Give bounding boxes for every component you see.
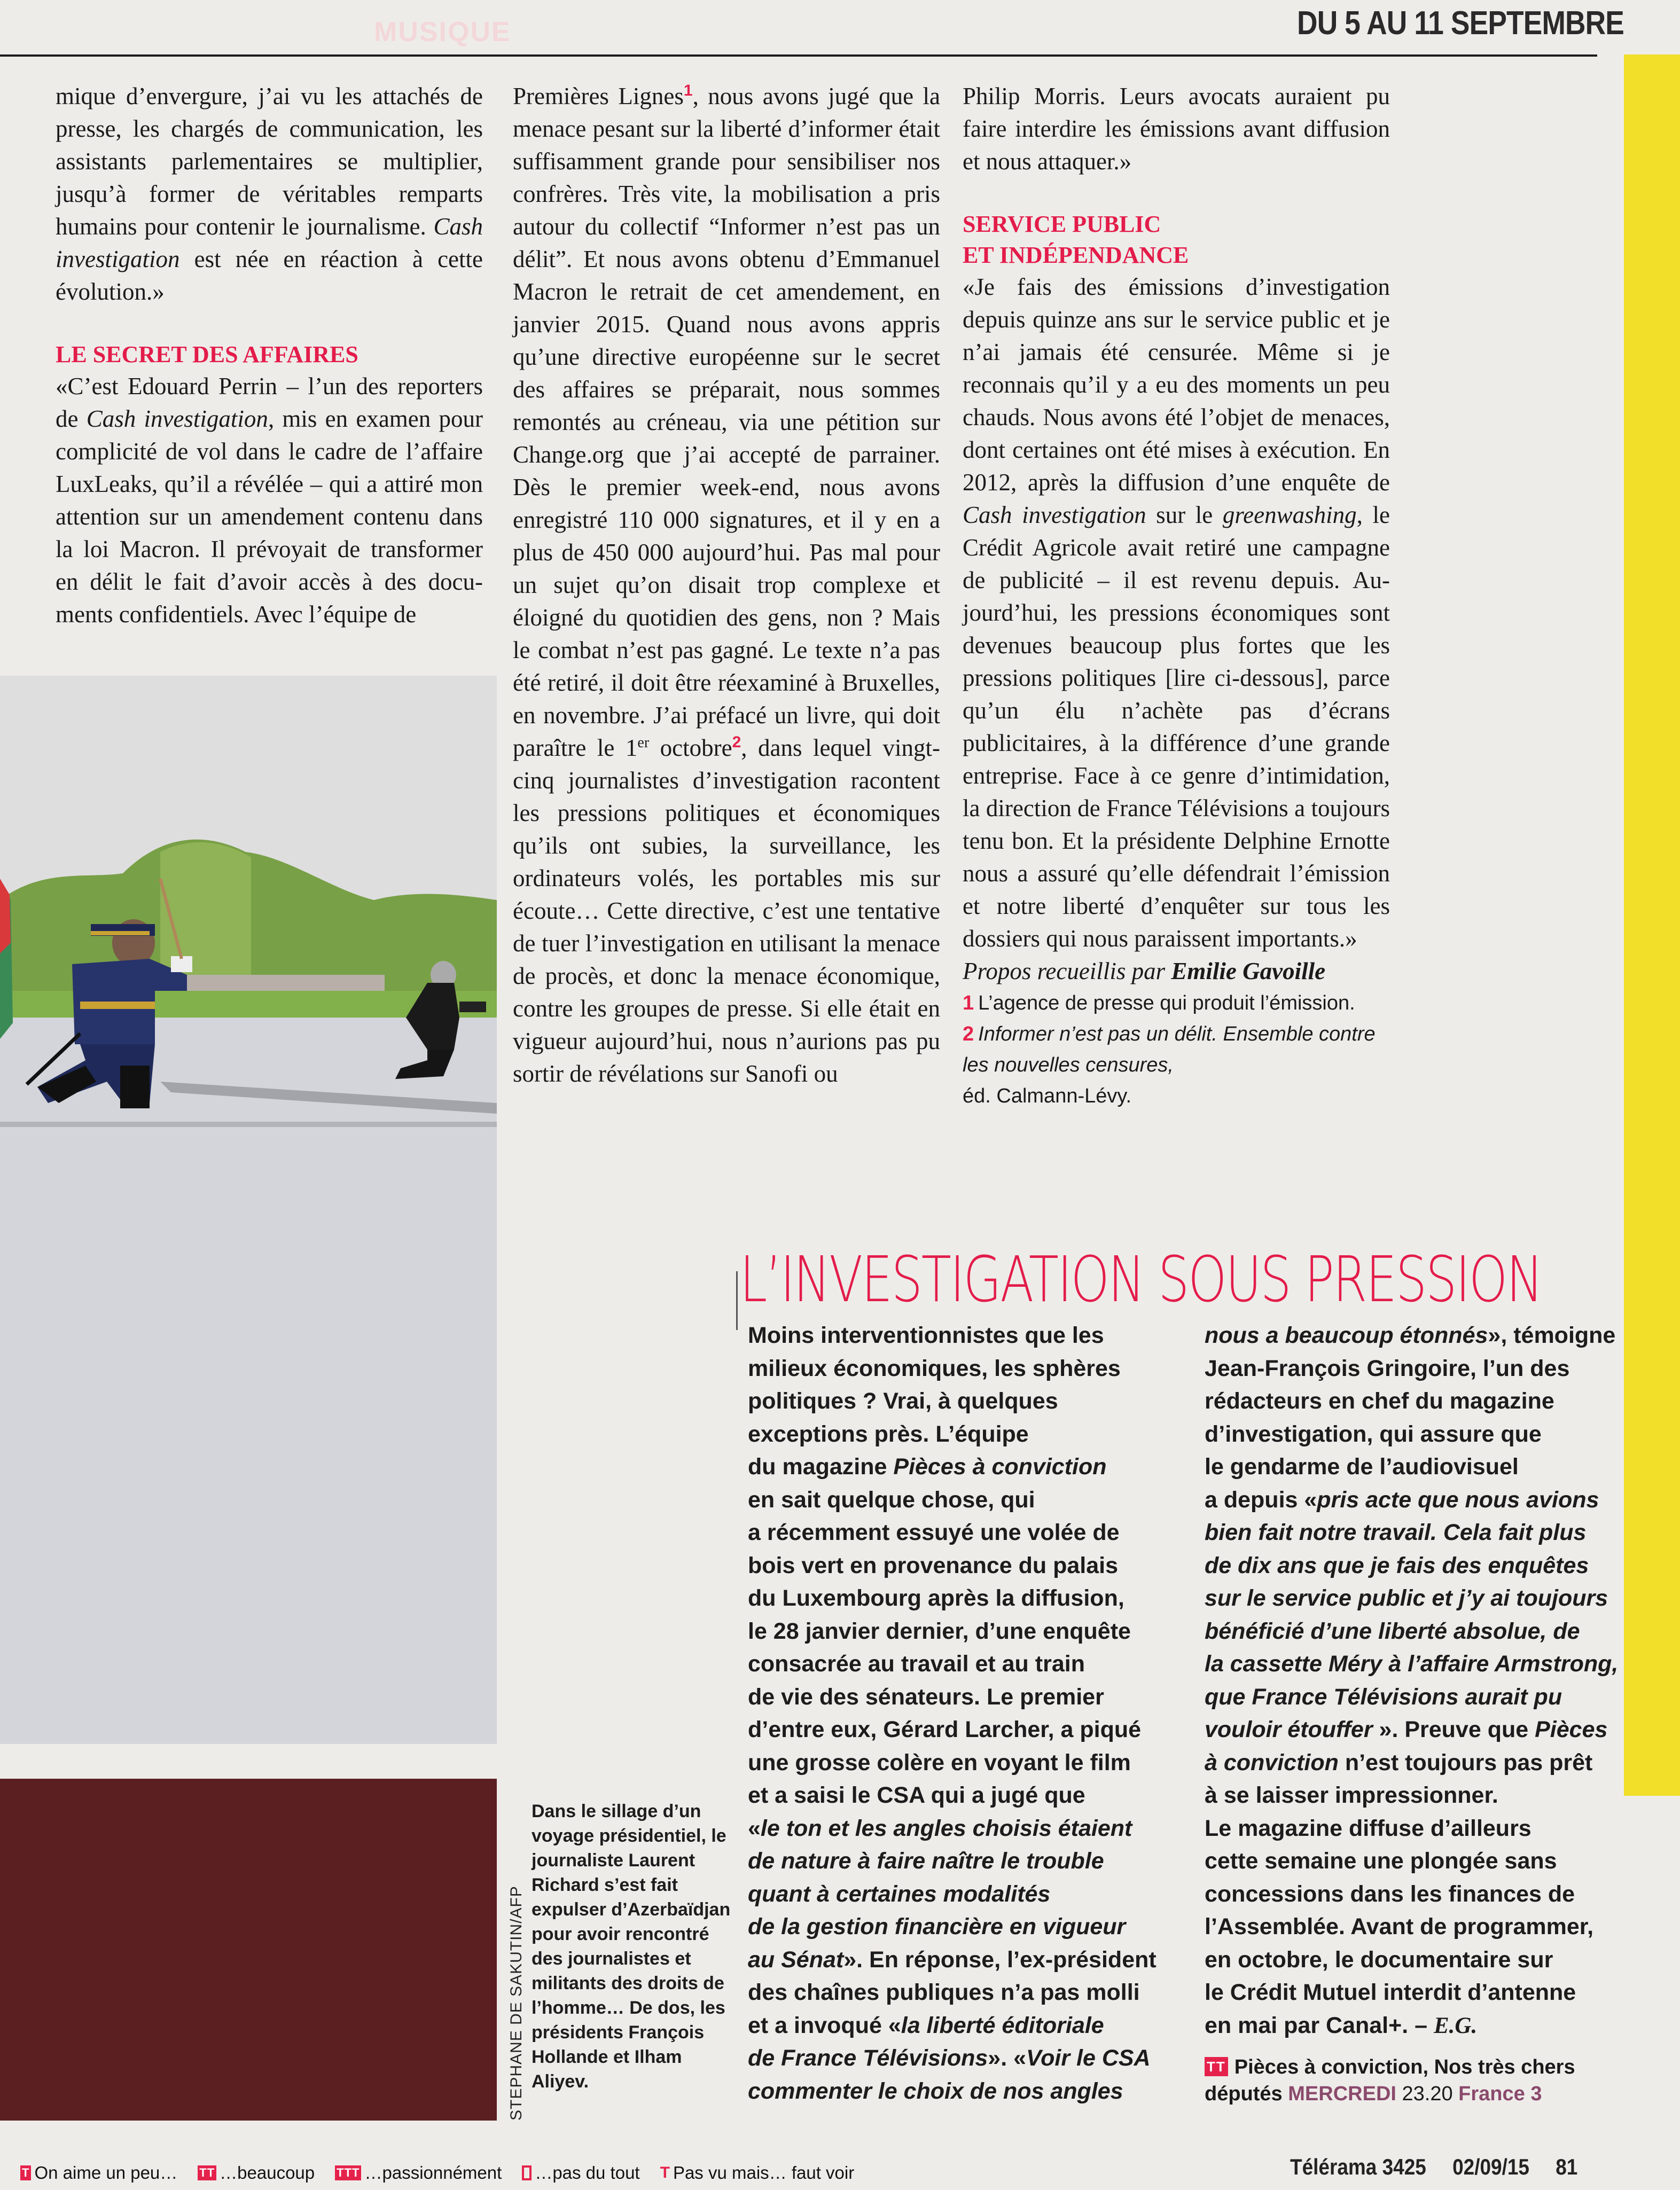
- legend-item: [335, 2163, 502, 2183]
- header-rule: [0, 54, 1597, 57]
- subheading-service-public: SERVICE PUBLIC ET INDÉPENDANCE: [963, 211, 1189, 268]
- legend-label: Pas vu mais… faut voir: [673, 2163, 855, 2183]
- sidebar-line: de vie des sénateurs. Le premier: [748, 1684, 1104, 1710]
- rating-t-icon: T: [20, 2165, 31, 2180]
- listing-title[interactable]: Pièces à conviction, Nos très chers députés: [1205, 2056, 1575, 2105]
- rating-t-icon: TTT: [335, 2165, 361, 2180]
- photo-crowd: [160, 975, 385, 991]
- sidebar-line: la cassette Méry à l’affaire Armstrong,: [1205, 1651, 1619, 1677]
- footnote-marker-2[interactable]: 2: [732, 733, 741, 751]
- listing-time: 23.20: [1402, 2083, 1453, 2105]
- sidebar-line: bénéficié d’une liberté absolue, de: [1205, 1618, 1580, 1644]
- sidebar-line: le Crédit Mutuel interdit d’antenne: [1205, 1980, 1576, 2005]
- listing-day: MERCREDI: [1288, 2083, 1396, 2105]
- footnote-1: 1 L’agence de presse qui produit l’émission.: [963, 992, 1355, 1014]
- sidebar-line: cette semaine une plongée sans: [1205, 1848, 1557, 1874]
- date-banner: DU 5 AU 11 SEPTEMBRE: [1297, 5, 1624, 42]
- sidebar-line: concessions dans les finances de: [1205, 1881, 1575, 1907]
- sidebar-line: exceptions près. L’équipe: [748, 1421, 1029, 1447]
- sidebar-line: «le ton et les angles choisis étaient: [748, 1815, 1132, 1841]
- legend-label: On aime un peu…: [34, 2163, 178, 2183]
- footnote-2: 2 Informer n’est pas un délit. Ensemble contre les nouvelles censures, éd. Calmann-Lévy.: [963, 1023, 1376, 1107]
- sidebar-line: de France Télévisions». «Voir le CSA: [748, 2045, 1151, 2071]
- sidebar-line: commenter le choix de nos angles: [748, 2078, 1123, 2104]
- page-folio: [1290, 2154, 1577, 2180]
- photo-credit: STEPHANE DE SAKUTIN/AFP: [507, 1886, 525, 2121]
- sidebar-column-2: [1205, 1319, 1621, 2042]
- sidebar-line: des chaînes publiques n’a pas molli: [748, 1980, 1140, 2005]
- listing-channel: France 3: [1458, 2083, 1542, 2105]
- tv-listing: [1205, 2054, 1621, 2107]
- paragraph: Philip Morris. Leurs avocats auraient pu faire interdire les émissions avant diffusion et nous attaquer.»: [963, 83, 1390, 175]
- sidebar-line: de dix ans que je fais des enquêtes: [1205, 1552, 1589, 1578]
- sidebar-line: à conviction n’est toujours pas prêt: [1205, 1749, 1593, 1776]
- paragraph: «C’est Edouard Perrin – l’un des reporters de Cash investigation, mis en examen pour complicité de vol dans le cadre de l’affaire LuxLeaks, qu’il a révélée – qui a attiré mon attention sur un amendement contenu dans la loi Macron. Il prévoyait de transformer en délit le fait d’avoir accès à des documents confidentiels. Avec l’équipe de: [56, 373, 483, 628]
- sidebar-line: l’Assemblée. Avant de programmer,: [1205, 1914, 1594, 1939]
- sidebar-line: Le magazine diffuse d’ailleurs: [1205, 1815, 1531, 1841]
- rating-legend: [20, 2162, 854, 2184]
- sidebar-line: Jean-François Gringoire, l’un des: [1205, 1355, 1570, 1381]
- sidebar-line: et a invoqué «la liberté éditoriale: [748, 2012, 1104, 2038]
- paragraph: «Je fais des émissions d’investigation depuis quinze ans sur le service public et je n’ai jamais été censurée. Même si je reconnais qu’il y a eu des moments un peu chauds. Nous avons été l’objet de menaces, dont certaines ont été mises à exécution. En 2012, après la diffusion d’une enquête de Cash investigation sur le greenwashing, le Crédit Agricole avait retiré une campagne de publicité – il est revenu depuis. Aujourd’hui, les pressions économiques sont devenues beaucoup plus fortes que les pressions politiques [lire ci-dessous], parce qu’un élu n’achète pas d’écrans publicitaires, à la différence d’une grande entreprise. Face à ce genre d’intimidation, la direction de France Télévisions a toujours tenu bon. Et la présidente Delphine Ernotte nous a assuré qu’elle défendrait l’émission et notre liberté d’enquêter sur tous les dossiers qui nous paraissent importants.»: [963, 273, 1390, 952]
- sidebar-line: de nature à faire naître le trouble: [748, 1848, 1104, 1874]
- footnotes: [963, 988, 1390, 1112]
- rating-t-icon: TT: [198, 2165, 216, 2180]
- sidebar-line: en octobre, le documentaire sur: [1205, 1946, 1553, 1973]
- sidebar-line: bien fait notre travail. Cela fait plus: [1205, 1520, 1587, 1545]
- legend-item: [660, 2163, 855, 2183]
- sidebar-line: une grosse colère en voyant le film: [748, 1749, 1131, 1776]
- ghost-section-label: MUSIQUE: [374, 17, 511, 48]
- legend-label: …beaucoup: [220, 2163, 315, 2183]
- article-column-2: [513, 80, 940, 1090]
- sidebar-line: quant à certaines modalités: [748, 1881, 1051, 1907]
- paragraph: mique d’envergure, j’ai vu les attachés de presse, les chargés de communication, les assistants parlementaires se multiplier, jusqu’à former de véritables remparts humains pour contenir le journalisme. Cash investigation est née en réaction à cette évolution.»: [56, 83, 483, 305]
- paragraph: Premières Lignes$^1$, nous avons jugé que la menace pesant sur la liberté d’informer était suffisamment grande pour sensibiliser nos confrères. Très vite, la mobilisation a pris autour du collectif “Informer n’est pas un délit”. Et nous avons obtenu d’Emmanuel Macron le retrait de cet amendement, en janvier 2015. Quand nous avons appris qu’une directive européenne sur le secret des affaires se préparait, nous sommes remontés au créneau, via une pétition sur Change.org que j’ai accepté de parrainer. Dès le premier week-end, nous avons enregistré 110 000 signatures, et il y en a plus de 450 000 aujourd’hui. Pas mal pour un sujet qu’on disait trop complexe et éloigné du quotidien des gens, non ? Mais le combat n’est pas gagné. Le texte n’a pas été retiré, il doit être réexaminé à Bruxelles, en novembre. J’ai préfacé un livre, qui doit paraître le 1er octobre$^2$, dans lequel vingt-cinq journalistes d’investigation racontent les pressions politiques et économiques qu’ils ont subies, la surveillance, les ordinateurs volés, les portables mis sur écoute… Cette directive, c’est une tentative de tuer l’investigation en utilisant la menace de procès, et donc la menace économique, contre les groupes de presse. Si elle était en vigueur aujourd’hui, nous n’aurions pas pu sortir de révélations sur Sanofi ou: [513, 82, 940, 1087]
- sidebar-line: que France Télévisions aurait pu: [1205, 1684, 1562, 1710]
- sidebar-line: a depuis «pris acte que nous avions: [1205, 1487, 1599, 1513]
- sidebar-line: consacrée au travail et au train: [748, 1651, 1085, 1677]
- issue-date: 02/09/15: [1452, 2154, 1529, 2179]
- sidebar-line: politiques ? Vrai, à quelques: [748, 1388, 1058, 1414]
- magazine-issue: Télérama 3425: [1290, 2154, 1426, 2179]
- author-initials: E.G.: [1434, 2013, 1478, 2038]
- photo-dark-block: [0, 1779, 497, 2121]
- rating-t-icon: [522, 2165, 532, 2180]
- sidebar-title: L’INVESTIGATION SOUS PRESSION: [740, 1242, 1542, 1316]
- photo-illustration: [0, 676, 497, 1744]
- sidebar-line: en sait quelque chose, qui: [748, 1487, 1035, 1513]
- sidebar-line: nous a beaucoup étonnés», témoigne: [1205, 1323, 1616, 1348]
- sidebar-line: et a saisi le CSA qui a jugé que: [748, 1782, 1085, 1808]
- yellow-edge-band: [1624, 54, 1680, 1796]
- footnote-marker-1[interactable]: 1: [683, 82, 693, 99]
- article-column-1: [56, 80, 483, 631]
- sidebar-line: de la gestion financière en vigueur: [748, 1914, 1126, 1939]
- sidebar-rule: [736, 1271, 738, 1330]
- sidebar-line: rédacteurs en chef du magazine: [1205, 1388, 1554, 1414]
- legend-item: [198, 2163, 315, 2183]
- sidebar-line: en mai par Canal+. – E.G.: [1205, 2012, 1478, 2038]
- author-name: Emilie Gavoille: [1171, 958, 1326, 984]
- page-number: 81: [1556, 2154, 1578, 2179]
- sidebar-column-1: [748, 1319, 1191, 2108]
- sidebar-line: à se laisser impressionner.: [1205, 1782, 1498, 1808]
- sidebar-line: le gendarme de l’audiovisuel: [1205, 1454, 1519, 1480]
- sidebar-line: vouloir étouffer ». Preuve que Pièces: [1205, 1717, 1608, 1742]
- legend-item: [20, 2163, 177, 2183]
- subheading-secret-des-affaires: LE SECRET DES AFFAIRES: [56, 341, 358, 367]
- article-column-3: [963, 80, 1390, 1112]
- sidebar-line: Moins interventionnistes que les: [748, 1323, 1104, 1348]
- sidebar-line: sur le service public et j’y ai toujours: [1205, 1585, 1608, 1611]
- sidebar-line: milieux économiques, les sphères: [748, 1355, 1121, 1381]
- sidebar-line: du magazine Pièces à conviction: [748, 1454, 1107, 1480]
- sidebar-line: a récemment essuyé une volée de: [748, 1520, 1120, 1545]
- photo-military-parade: [0, 676, 497, 1744]
- sidebar-line: du Luxembourg après la diffusion,: [748, 1585, 1124, 1611]
- byline: Propos recueillis par Emilie Gavoille: [963, 958, 1326, 984]
- legend-label: …pas du tout: [535, 2163, 640, 2183]
- sidebar-line: au Sénat». En réponse, l’ex-président: [748, 1946, 1157, 1973]
- rating-t-icon: T: [660, 2164, 670, 2181]
- sidebar-line: d’entre eux, Gérard Larcher, a piqué: [748, 1717, 1142, 1742]
- legend-item: [522, 2163, 639, 2183]
- rating-badge: TT: [1205, 2057, 1228, 2076]
- sidebar-line: bois vert en provenance du palais: [748, 1552, 1118, 1578]
- photo-caption: Dans le sillage d’un voyage présidentiel, le journaliste Laurent Richard s’est fait expulser d’Azerbaïdjan pour avoir rencontré des journalistes et militants des droits de l’homme… De dos, les présidents François Hollande et Ilham Aliyev.: [532, 1801, 731, 2092]
- sidebar-line: d’investigation, qui assure que: [1205, 1421, 1542, 1447]
- sidebar-line: le 28 janvier dernier, d’une enquête: [748, 1618, 1131, 1644]
- legend-label: …passionnément: [364, 2163, 502, 2183]
